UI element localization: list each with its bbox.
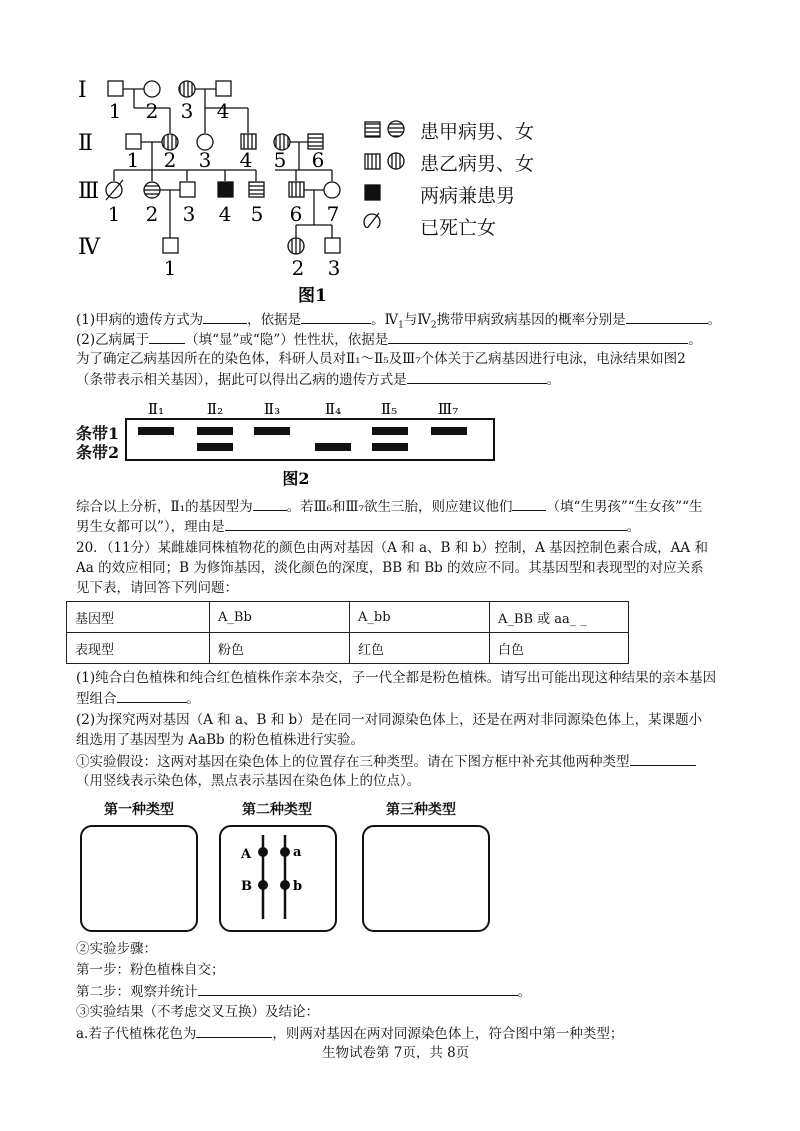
table-row <box>67 602 629 633</box>
answer-blank[interactable] <box>301 311 371 324</box>
lane-label: Ⅱ₂ <box>206 400 224 418</box>
band <box>197 427 233 435</box>
q3-line2: 男生女都可以”），理由是 。 <box>76 519 641 535</box>
i-1-num: 1 <box>108 99 122 123</box>
q2-line4: （条带表示相关基因），据此可以得出乙病的遗传方式是 。 <box>76 372 561 388</box>
result-heading: ③实验结果（不考虑交叉互换）及结论： <box>76 1004 319 1020</box>
answer-blank[interactable] <box>196 1025 272 1038</box>
page-footer: 生物试卷第 7页，共 8页 <box>322 1045 470 1061</box>
band1-label: 条带1 <box>76 424 120 443</box>
lane-label: Ⅲ₇ <box>437 400 459 418</box>
answer-blank[interactable] <box>253 498 287 511</box>
iii-4-num: 4 <box>218 202 232 226</box>
q20-line3: 见下表，请回答下列问题： <box>76 580 238 596</box>
gen-label-4: Ⅳ <box>78 235 100 260</box>
q20-hyp-line2: （用竖线表示染色体，黑点表示基因在染色体上的位点）。 <box>76 773 421 789</box>
iii-2-num: 2 <box>145 202 159 226</box>
answer-blank[interactable] <box>117 690 187 703</box>
q20-2-line1: (2)为探究两对基因（A 和 a、B 和 b）是在同一对同源染色体上，还是在两对非同源染色体上，某课题小 <box>76 712 703 728</box>
table-cell: A_BB 或 aa_ _ <box>490 602 629 633</box>
step-2: 第二步：观察并统计 。 <box>76 984 531 1000</box>
ii-1-num: 1 <box>126 148 140 172</box>
gene-b: b <box>293 879 303 894</box>
ii-6-num: 6 <box>311 148 325 172</box>
table-row <box>67 633 629 664</box>
gel-frame <box>126 419 494 460</box>
q20-1-line1: (1)纯合白色植株和纯合红色植株作亲本杂交，子一代全都是粉色植株。请写出可能出现这种结果的亲本基因 <box>76 670 717 686</box>
table-cell: 红色 <box>350 633 490 664</box>
q2-line3: 为了确定乙病基因所在的染色体，科研人员对Ⅱ₁～Ⅱ₅及Ⅲ₇个体关于乙病基因进行电泳，电泳结果如图2 <box>76 351 686 367</box>
type1-box[interactable] <box>80 825 198 932</box>
band <box>372 443 408 451</box>
i-4-num: 4 <box>216 99 230 123</box>
answer-blank[interactable] <box>388 331 688 344</box>
band2-label: 条带2 <box>76 443 120 462</box>
band <box>254 427 290 435</box>
type2-box <box>219 825 337 932</box>
ii-5-num: 5 <box>273 148 287 172</box>
figure1-caption: 图1 <box>298 286 327 305</box>
table-cell: 白色 <box>490 633 629 664</box>
q20-2-line2: 组选用了基因型为 AaBb 的粉色植株进行实验。 <box>76 732 364 748</box>
q20-hyp-line1: ①实验假设：这两对基因在染色体上的位置存在三种类型。请在下图方框中补充其他两种类型 <box>76 753 696 771</box>
legend-yi: 患乙病男、女 <box>420 153 535 175</box>
gen-label-3: Ⅲ <box>78 179 100 204</box>
iv-2-num: 2 <box>291 256 305 280</box>
gen-label-1: Ⅰ <box>78 78 87 103</box>
iii-1-num: 1 <box>107 202 121 226</box>
answer-blank[interactable] <box>512 498 546 511</box>
legend-jia: 患甲病男、女 <box>420 121 535 143</box>
box-title-1: 第一种类型 <box>104 802 174 818</box>
lane-label: Ⅱ₃ <box>263 400 281 418</box>
table-cell: A_Bb <box>210 602 350 633</box>
band <box>138 427 174 435</box>
electrophoresis-figure <box>74 398 504 490</box>
pedigree-figure <box>70 60 360 305</box>
iii-5-num: 5 <box>250 202 264 226</box>
iii-3-num: 3 <box>182 202 196 226</box>
table-cell: A_bb <box>350 602 490 633</box>
iv-3-num: 3 <box>327 256 341 280</box>
chromosome-diagram <box>221 827 335 930</box>
q20-line1: 20．（11分）某雌雄同株植物花的颜色由两对基因（A 和 a、B 和 b）控制，A 基因控制色素合成，AA 和 <box>76 540 708 556</box>
q2-line: (2)乙病属于 （填“显”或“隐”）性性状，依据是 。 <box>76 332 702 348</box>
answer-blank[interactable] <box>407 371 547 384</box>
band <box>431 427 467 435</box>
type3-box[interactable] <box>362 825 490 932</box>
ii-4-num: 4 <box>239 148 253 172</box>
q3-line1: 综合以上分析，Ⅱ₁的基因型为 。若Ⅲ₆和Ⅲ₇欲生三胎，则应建议他们 （填“生男孩”“生女孩”“生 <box>76 499 703 515</box>
i-2-num: 2 <box>145 99 159 123</box>
band <box>197 443 233 451</box>
legend-both: 两病兼患男 <box>420 185 516 207</box>
gene-a: a <box>293 845 302 860</box>
answer-blank[interactable] <box>203 311 247 324</box>
ii-2-num: 2 <box>163 148 177 172</box>
table-cell: 基因型 <box>67 602 210 633</box>
q1-line: (1)甲病的遗传方式为 ，依据是 。$Ⅳ_1$与$Ⅳ_2$携带甲病致病基因的概率分别是 。 <box>76 312 722 331</box>
lane-label: Ⅱ₄ <box>324 400 342 418</box>
gene-B: B <box>241 879 252 894</box>
iv-1-num: 1 <box>163 256 177 280</box>
q20-1-line2: 型组合 。 <box>76 691 200 707</box>
q20-line2: Aa 的效应相同；B 为修饰基因，淡化颜色的深度，BB 和 Bb 的效应不同。其基因型和表现型的对应关系 <box>76 560 704 576</box>
ii-3-num: 3 <box>198 148 212 172</box>
i-3-num: 3 <box>180 99 194 123</box>
box-title-2: 第二种类型 <box>242 802 312 818</box>
iii-6-num: 6 <box>289 202 303 226</box>
genotype-table <box>66 601 629 664</box>
step-heading: ②实验步骤： <box>76 941 157 957</box>
lane-label: Ⅱ₁ <box>147 400 165 418</box>
gene-A: A <box>241 847 252 862</box>
band <box>315 443 351 451</box>
answer-blank[interactable] <box>225 518 627 531</box>
legend-dead: 已死亡女 <box>420 217 497 239</box>
pedigree-legend-symbols <box>362 118 422 228</box>
figure2-caption: 图2 <box>282 469 310 488</box>
table-cell: 表现型 <box>67 633 210 664</box>
iii-7-num: 7 <box>326 202 340 226</box>
answer-blank[interactable] <box>198 983 518 996</box>
answer-blank[interactable] <box>149 331 185 344</box>
answer-blank[interactable] <box>630 753 696 766</box>
result-a: a.若子代植株花色为 ，则两对基因在两对同源染色体上，符合图中第一种类型； <box>76 1026 624 1042</box>
lane-label: Ⅱ₅ <box>380 400 398 418</box>
answer-blank[interactable] <box>626 311 708 324</box>
step-1: 第一步：粉色植株自交； <box>76 962 225 978</box>
table-cell: 粉色 <box>210 633 350 664</box>
gen-label-2: Ⅱ <box>78 131 93 156</box>
box-title-3: 第三种类型 <box>386 802 456 818</box>
band <box>372 427 408 435</box>
